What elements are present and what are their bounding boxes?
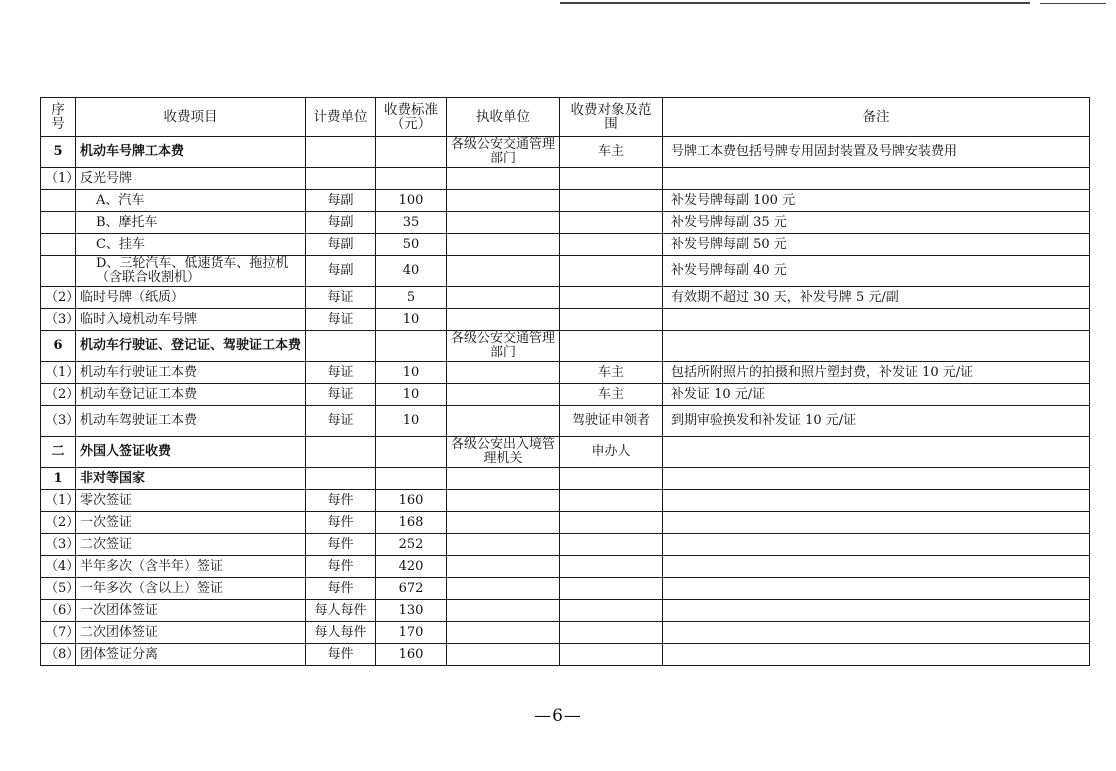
cell-item: 反光号牌 bbox=[76, 168, 306, 190]
cell-unit bbox=[306, 168, 376, 190]
table-row bbox=[41, 512, 1090, 534]
cell-collector bbox=[447, 512, 560, 534]
cell-unit: 每件 bbox=[306, 512, 376, 534]
cell-target bbox=[560, 556, 663, 578]
cell-target: 车主 bbox=[560, 137, 663, 168]
cell-standard bbox=[376, 331, 447, 362]
cell-item: 机动车登记证工本费 bbox=[76, 384, 306, 406]
header-seq: 序号 bbox=[41, 98, 76, 137]
table-row bbox=[41, 212, 1090, 234]
table-row bbox=[41, 234, 1090, 256]
table-row bbox=[41, 437, 1090, 468]
cell-standard bbox=[376, 137, 447, 168]
cell-standard: 160 bbox=[376, 644, 447, 666]
cell-target bbox=[560, 512, 663, 534]
scan-artifact-line bbox=[560, 2, 1030, 4]
cell-standard: 100 bbox=[376, 190, 447, 212]
header-item: 收费项目 bbox=[76, 98, 306, 137]
cell-seq bbox=[41, 234, 76, 256]
cell-seq: （4） bbox=[41, 556, 76, 578]
header-standard: 收费标准（元） bbox=[376, 98, 447, 137]
cell-target bbox=[560, 287, 663, 309]
cell-standard bbox=[376, 437, 447, 468]
cell-standard: 5 bbox=[376, 287, 447, 309]
cell-collector bbox=[447, 212, 560, 234]
cell-unit: 每人每件 bbox=[306, 622, 376, 644]
cell-remark: 包括所附照片的拍摄和照片塑封费，补发证 10 元/证 bbox=[663, 362, 1090, 384]
cell-standard: 252 bbox=[376, 534, 447, 556]
cell-seq: （2） bbox=[41, 512, 76, 534]
cell-target: 车主 bbox=[560, 384, 663, 406]
cell-target bbox=[560, 600, 663, 622]
cell-seq: （2） bbox=[41, 384, 76, 406]
cell-remark bbox=[663, 468, 1090, 490]
cell-target bbox=[560, 168, 663, 190]
cell-remark bbox=[663, 437, 1090, 468]
cell-seq: （2） bbox=[41, 287, 76, 309]
cell-collector bbox=[447, 168, 560, 190]
cell-item: 二次签证 bbox=[76, 534, 306, 556]
cell-remark bbox=[663, 622, 1090, 644]
cell-collector bbox=[447, 600, 560, 622]
cell-unit: 每件 bbox=[306, 578, 376, 600]
cell-standard: 35 bbox=[376, 212, 447, 234]
cell-collector bbox=[447, 384, 560, 406]
cell-unit: 每件 bbox=[306, 556, 376, 578]
cell-item: 机动车行驶证、登记证、驾驶证工本费 bbox=[76, 331, 306, 362]
cell-remark: 号牌工本费包括号牌专用固封装置及号牌安装费用 bbox=[663, 137, 1090, 168]
cell-unit: 每副 bbox=[306, 234, 376, 256]
cell-collector: 各级公安出入境管理机关 bbox=[447, 437, 560, 468]
cell-remark bbox=[663, 512, 1090, 534]
cell-remark: 到期审验换发和补发证 10 元/证 bbox=[663, 406, 1090, 437]
cell-item: 一次团体签证 bbox=[76, 600, 306, 622]
cell-remark bbox=[663, 534, 1090, 556]
cell-item: 零次签证 bbox=[76, 490, 306, 512]
cell-collector bbox=[447, 256, 560, 287]
cell-target: 驾驶证申领者 bbox=[560, 406, 663, 437]
table-row bbox=[41, 190, 1090, 212]
cell-collector bbox=[447, 190, 560, 212]
cell-unit bbox=[306, 331, 376, 362]
cell-target bbox=[560, 234, 663, 256]
cell-standard: 10 bbox=[376, 362, 447, 384]
cell-seq: 二 bbox=[41, 437, 76, 468]
cell-unit: 每证 bbox=[306, 287, 376, 309]
table-row bbox=[41, 331, 1090, 362]
cell-item: 外国人签证收费 bbox=[76, 437, 306, 468]
cell-item: 机动车号牌工本费 bbox=[76, 137, 306, 168]
cell-remark bbox=[663, 331, 1090, 362]
table-row bbox=[41, 578, 1090, 600]
table-row bbox=[41, 622, 1090, 644]
cell-item: 一年多次（含以上）签证 bbox=[76, 578, 306, 600]
cell-collector: 各级公安交通管理部门 bbox=[447, 331, 560, 362]
cell-standard bbox=[376, 468, 447, 490]
cell-item: A、汽车 bbox=[76, 190, 306, 212]
cell-unit bbox=[306, 468, 376, 490]
cell-item: 非对等国家 bbox=[76, 468, 306, 490]
cell-item: B、摩托车 bbox=[76, 212, 306, 234]
cell-item: 机动车行驶证工本费 bbox=[76, 362, 306, 384]
cell-seq: （8） bbox=[41, 644, 76, 666]
page-number: —6— bbox=[534, 706, 582, 726]
header-unit: 计费单位 bbox=[306, 98, 376, 137]
cell-standard bbox=[376, 168, 447, 190]
fee-schedule-table bbox=[40, 97, 1090, 666]
cell-seq: （5） bbox=[41, 578, 76, 600]
cell-remark bbox=[663, 309, 1090, 331]
cell-standard: 10 bbox=[376, 309, 447, 331]
cell-remark: 有效期不超过 30 天，补发号牌 5 元/副 bbox=[663, 287, 1090, 309]
cell-target bbox=[560, 644, 663, 666]
cell-standard: 160 bbox=[376, 490, 447, 512]
cell-seq bbox=[41, 256, 76, 287]
cell-standard: 130 bbox=[376, 600, 447, 622]
cell-target: 车主 bbox=[560, 362, 663, 384]
table-row bbox=[41, 137, 1090, 168]
cell-collector bbox=[447, 622, 560, 644]
cell-standard: 170 bbox=[376, 622, 447, 644]
cell-seq: 5 bbox=[41, 137, 76, 168]
cell-target bbox=[560, 309, 663, 331]
cell-standard: 168 bbox=[376, 512, 447, 534]
cell-standard: 40 bbox=[376, 256, 447, 287]
cell-seq: （7） bbox=[41, 622, 76, 644]
cell-seq: （6） bbox=[41, 600, 76, 622]
cell-item: 一次签证 bbox=[76, 512, 306, 534]
cell-item: D、三轮汽车、低速货车、拖拉机（含联合收割机） bbox=[76, 256, 306, 287]
cell-item: 团体签证分离 bbox=[76, 644, 306, 666]
cell-seq: （3） bbox=[41, 534, 76, 556]
cell-collector bbox=[447, 644, 560, 666]
table-row bbox=[41, 534, 1090, 556]
cell-remark bbox=[663, 556, 1090, 578]
table-row bbox=[41, 287, 1090, 309]
cell-seq: （1） bbox=[41, 168, 76, 190]
cell-unit: 每证 bbox=[306, 362, 376, 384]
cell-remark: 补发号牌每副 100 元 bbox=[663, 190, 1090, 212]
cell-remark bbox=[663, 644, 1090, 666]
cell-unit: 每件 bbox=[306, 644, 376, 666]
cell-remark: 补发号牌每副 50 元 bbox=[663, 234, 1090, 256]
cell-seq: （3） bbox=[41, 309, 76, 331]
cell-target bbox=[560, 212, 663, 234]
table-row bbox=[41, 362, 1090, 384]
cell-collector bbox=[447, 287, 560, 309]
cell-unit: 每人每件 bbox=[306, 600, 376, 622]
cell-remark: 补发号牌每副 35 元 bbox=[663, 212, 1090, 234]
cell-collector bbox=[447, 578, 560, 600]
table-row bbox=[41, 556, 1090, 578]
header-target: 收费对象及范围 bbox=[560, 98, 663, 137]
cell-collector bbox=[447, 406, 560, 437]
cell-collector bbox=[447, 556, 560, 578]
cell-unit: 每副 bbox=[306, 190, 376, 212]
cell-standard: 672 bbox=[376, 578, 447, 600]
table-row bbox=[41, 490, 1090, 512]
cell-remark bbox=[663, 490, 1090, 512]
table-row bbox=[41, 384, 1090, 406]
cell-target bbox=[560, 490, 663, 512]
cell-seq: 1 bbox=[41, 468, 76, 490]
cell-seq: （3） bbox=[41, 406, 76, 437]
cell-standard: 50 bbox=[376, 234, 447, 256]
scan-artifact-line-right bbox=[1040, 3, 1106, 4]
cell-standard: 10 bbox=[376, 384, 447, 406]
cell-item: C、挂车 bbox=[76, 234, 306, 256]
cell-unit: 每副 bbox=[306, 256, 376, 287]
cell-seq: 6 bbox=[41, 331, 76, 362]
cell-remark bbox=[663, 578, 1090, 600]
cell-collector bbox=[447, 362, 560, 384]
cell-remark: 补发号牌每副 40 元 bbox=[663, 256, 1090, 287]
cell-remark bbox=[663, 168, 1090, 190]
cell-standard: 10 bbox=[376, 406, 447, 437]
cell-target bbox=[560, 190, 663, 212]
cell-target bbox=[560, 468, 663, 490]
cell-unit: 每副 bbox=[306, 212, 376, 234]
cell-unit bbox=[306, 137, 376, 168]
cell-target bbox=[560, 622, 663, 644]
header-remark: 备注 bbox=[663, 98, 1090, 137]
cell-target bbox=[560, 534, 663, 556]
cell-unit: 每证 bbox=[306, 406, 376, 437]
cell-collector bbox=[447, 309, 560, 331]
cell-item: 机动车驾驶证工本费 bbox=[76, 406, 306, 437]
cell-target bbox=[560, 256, 663, 287]
cell-item: 半年多次（含半年）签证 bbox=[76, 556, 306, 578]
cell-collector bbox=[447, 234, 560, 256]
cell-collector bbox=[447, 490, 560, 512]
cell-target bbox=[560, 578, 663, 600]
table-header-row bbox=[41, 98, 1090, 137]
cell-unit: 每件 bbox=[306, 534, 376, 556]
cell-item: 临时号牌（纸质） bbox=[76, 287, 306, 309]
table-row bbox=[41, 168, 1090, 190]
table-row bbox=[41, 468, 1090, 490]
cell-unit: 每件 bbox=[306, 490, 376, 512]
cell-item: 临时入境机动车号牌 bbox=[76, 309, 306, 331]
cell-seq bbox=[41, 212, 76, 234]
cell-unit: 每证 bbox=[306, 384, 376, 406]
cell-remark: 补发证 10 元/证 bbox=[663, 384, 1090, 406]
cell-seq: （1） bbox=[41, 490, 76, 512]
cell-unit: 每证 bbox=[306, 309, 376, 331]
table-row bbox=[41, 600, 1090, 622]
cell-target: 申办人 bbox=[560, 437, 663, 468]
table-row bbox=[41, 309, 1090, 331]
cell-seq bbox=[41, 190, 76, 212]
header-collector: 执收单位 bbox=[447, 98, 560, 137]
cell-target bbox=[560, 331, 663, 362]
cell-collector: 各级公安交通管理部门 bbox=[447, 137, 560, 168]
cell-collector bbox=[447, 534, 560, 556]
cell-collector bbox=[447, 468, 560, 490]
cell-remark bbox=[663, 600, 1090, 622]
table-row bbox=[41, 256, 1090, 287]
cell-item: 二次团体签证 bbox=[76, 622, 306, 644]
table-row bbox=[41, 406, 1090, 437]
cell-unit bbox=[306, 437, 376, 468]
cell-standard: 420 bbox=[376, 556, 447, 578]
table-row bbox=[41, 644, 1090, 666]
cell-seq: （1） bbox=[41, 362, 76, 384]
